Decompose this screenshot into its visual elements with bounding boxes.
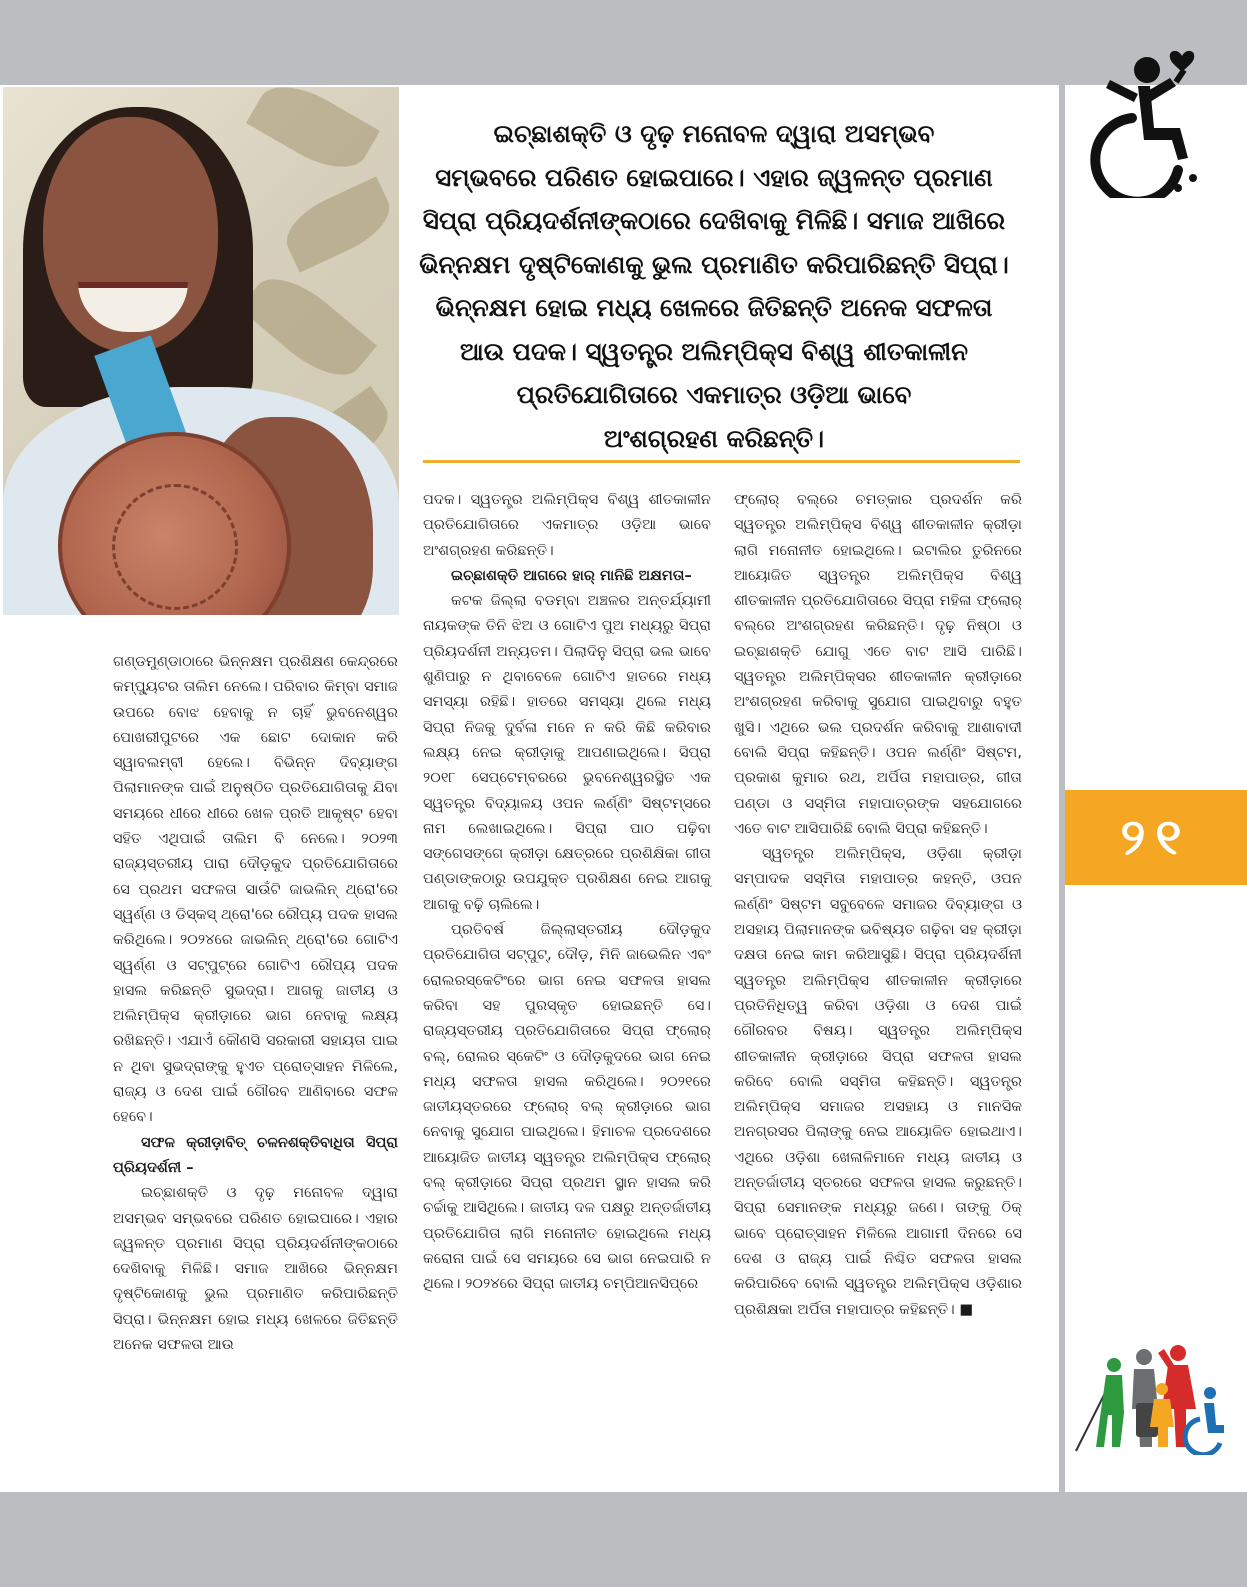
lede-line: ଅଂଶଗ୍ରହଣ କରିଛନ୍ତି। bbox=[603, 423, 825, 453]
paragraph: ପ୍ରତିବର୍ଷ ଜିଲ୍ଲାସ୍ତରୀୟ ଦୌଡ଼କୁଦ ପ୍ରତିଯୋଗିତା ସଟ୍‌ପୁଟ୍, ଦୌଡ଼, ମିନି ଜାଭେଲିନ ଏବଂ ରୋଲରସ୍କେଟିଂରେ ଭାଗ ନେଇ ସଫଳତା ହାସଲ କରିବା ସହ ପୁରସ୍କୃତ ହୋଇଛନ୍ତି ସେ। ରାଜ୍ୟସ୍ତରୀୟ ପ୍ରତିଯୋଗିତାରେ ସିପ୍ରା ଫ୍ଲୋର୍ ବଲ୍, ରୋଲର ସ୍କେଟିଂ ଓ ଦୌଡ଼କୁଦରେ ଭାଗ ନେଇ ମଧ୍ୟ ସଫଳତା ହାସଲ କରିଥିଲେ। ୨୦୨୧ରେ ଜାତୀୟସ୍ତରରେ ଫ୍ଲୋର୍ ବଲ୍ କ୍ରୀଡ଼ାରେ ଭାଗ ନେବାକୁ ସୁଯୋଗ ପାଇଥିଲେ। ହିମାଚଳ ପ୍ରଦେଶରେ ଆୟୋଜିତ ଜାତୀୟ ସ୍ୱତନ୍ତ୍ର ଅଲିମ୍ପିକ୍ସ ଫ୍ଲୋର୍ ବଲ୍ କ୍ରୀଡ଼ାରେ ସିପ୍ରା ପ୍ରଥମ ସ୍ଥାନ ହାସଲ କରି ଚର୍ଚ୍ଚାକୁ ଆସିଥିଲେ। ଜାତୀୟ ଦଳ ପକ୍ଷରୁ ଅନ୍ତର୍ଜାତୀୟ ପ୍ରତିଯୋଗିତା ଲାଗି ମନୋନୀତ ହୋଇଥିଲେ ମଧ୍ୟ କରୋନା ପାଇଁ ସେ ସମୟରେ ସେ ଭାଗ ନେଇପାରି ନ ଥିଲେ। ୨୦୨୪ରେ ସିପ୍ରା ଜାତୀୟ ଚମ୍ପିଆନସିପ୍‌ରେ bbox=[423, 921, 711, 1293]
page-number: ୨୧ bbox=[1120, 808, 1192, 866]
diverse-people-icon bbox=[1074, 1343, 1226, 1455]
article-column-3 bbox=[734, 487, 1022, 1322]
wheelchair-heart-icon bbox=[1080, 48, 1206, 198]
article-column-1 bbox=[113, 649, 398, 1357]
lede-text bbox=[418, 112, 1010, 460]
lede-divider bbox=[423, 460, 1020, 463]
lede-line: ଆଉ ପଦକ। ସ୍ୱତନ୍ତ୍ର ଅଲିମ୍ପିକ୍ସ ବିଶ୍ୱ ଶୀତକାଳୀନ bbox=[460, 336, 968, 366]
paragraph: ପଦକ। ସ୍ୱତନ୍ତ୍ର ଅଲିମ୍ପିକ୍ସ ବିଶ୍ୱ ଶୀତକାଳୀନ ପ୍ରତିଯୋଗିତାରେ ଏକମାତ୍ର ଓଡ଼ିଆ ଭାବେ ଅଂଶଗ୍ରହଣ କରିଛନ୍ତି। bbox=[423, 491, 711, 559]
subheading: ସଫଳ କ୍ରୀଡ଼ାବିତ୍ ଚଳନଶକ୍ତିବାଧିତା ସିପ୍ରା ପ୍ରିୟଦର୍ଶନୀ – bbox=[113, 1133, 398, 1176]
bottom-band bbox=[0, 1492, 1247, 1587]
article-column-2 bbox=[423, 487, 711, 1297]
lede-line: ଭିନ୍ନକ୍ଷମ ହୋଇ ମଧ୍ୟ ଖେଳରେ ଜିତିଛନ୍ତି ଅନେକ ସଫଳତା bbox=[435, 293, 993, 322]
paragraph: ଗଣ୍ଡମୁଣ୍ଡାଠାରେ ଭିନ୍ନକ୍ଷମ ପ୍ରଶିକ୍ଷଣ କେନ୍ଦ୍ରରେ କମ୍ପ୍ୟୁଟର ତାଲିମ ନେଲେ। ପରିବାର କିମ୍ବା ସମାଜ ଉପରେ ବୋଝ ହେବାକୁ ନ ଚାହିଁ ଭୁବନେଶ୍ୱର ପୋଖରୀପୁଟରେ ଏକ ଛୋଟ ଦୋକାନ କରି ସ୍ୱାବଲମ୍ବୀ ହେଲେ। ବିଭିନ୍ନ ଦିବ୍ୟାଙ୍ଗ ପିଲାମାନଙ୍କ ପାଇଁ ଅନୁଷ୍ଠିତ ପ୍ରତିଯୋଗିତାକୁ ଯିବା ସମୟରେ ଧୀରେ ଧୀରେ ଖେଳ ପ୍ରତି ଆକୃଷ୍ଟ ହେବା ସହିତ ଏଥିପାଇଁ ତାଲିମ ବି ନେଲେ। ୨୦୨୩ ରାଜ୍ୟସ୍ତରୀୟ ପାରା ଦୌଡ଼କୁଦ ପ୍ରତିଯୋଗିତାରେ ସେ ପ୍ରଥମ ସଫଳତା ସାଉଁଟି ଜାଭଲିନ୍ ଥ୍ରୋ'ରେ ସ୍ୱର୍ଣ୍ଣ ଓ ଡିସ୍କସ୍ ଥ୍ରୋ'ରେ ରୌପ୍ୟ ପଦକ ହାସଲ କରିଥିଲେ। ୨୦୨୪ରେ ଜାଭଲିନ୍ ଥ୍ରୋ'ରେ ଗୋଟିଏ ସ୍ୱର୍ଣ୍ଣ ଓ ସଟ୍‌ପୁଟ୍‌ରେ ଗୋଟିଏ ରୌପ୍ୟ ପଦକ ହାସଲ କରିଛନ୍ତି ସୁଭଦ୍ରା। ଆଗକୁ ଜାତୀୟ ଓ ଅଲିମ୍ପିକ୍ସ କ୍ରୀଡ଼ାରେ ଭାଗ ନେବାକୁ ଲକ୍ଷ୍ୟ ରଖିଛନ୍ତି। ଏଯାଏଁ କୌଣସି ସରକାରୀ ସହାୟତା ପାଇ ନ ଥିବା ସୁଭଦ୍ରାଙ୍କୁ ହୁଏତ ପ୍ରୋତ୍ସାହନ ମିଳିଲେ, ରାଜ୍ୟ ଓ ଦେଶ ପାଇଁ ଗୌରବ ଆଣିବାରେ ସଫଳ ହେବେ। bbox=[113, 653, 398, 1126]
paragraph: ଫ୍ଲୋର୍ ବଲ୍‌ରେ ଚମତ୍କାର ପ୍ରଦର୍ଶନ କରି ସ୍ୱତନ୍ତ୍ର ଅଲିମ୍ପିକ୍ସ ବିଶ୍ୱ ଶୀତକାଳୀନ କ୍ରୀଡ଼ା ଲାଗି ମନୋନୀତ ହୋଇଥିଲେ। ଇଟାଲିର ତୁରିନରେ ଆୟୋଜିତ ସ୍ୱତନ୍ତ୍ର ଅଲିମ୍ପିକ୍ସ ବିଶ୍ୱ ଶୀତକାଳୀନ ପ୍ରତିଯୋଗିତାରେ ସିପ୍ରା ମହିଳା ଫ୍ଲୋର୍ ବଲ୍‌ରେ ଅଂଶଗ୍ରହଣ କରିଛନ୍ତି। ଦୃଢ଼ ନିଷ୍ଠା ଓ ଇଚ୍ଛାଶକ୍ତି ଯୋଗୁ ଏତେ ବାଟ ଆସି ପାରିଛି। ସ୍ୱତନ୍ତ୍ର ଅଲିମ୍ପିକ୍ସର ଶୀତକାଳୀନ କ୍ରୀଡ଼ାରେ ଅଂଶଗ୍ରହଣ କରିବାକୁ ସୁଯୋଗ ପାଇଥିବାରୁ ବହୁତ ଖୁସି। ଏଥିରେ ଭଲ ପ୍ରଦର୍ଶନ କରିବାକୁ ଆଶାବାଦୀ ବୋଲି ସିପ୍ରା କହିଛନ୍ତି। ଓପନ ଲର୍ଣ୍ଣିଂ ସିଷ୍ଟମ, ପ୍ରକାଶ କୁମାର ରଥ, ଅର୍ପିତା ମହାପାତ୍ର, ଗୀତା ପଣ୍ଡା ଓ ସସ୍ମିତା ମହାପାତ୍ରଙ୍କ ସହଯୋଗରେ ଏତେ ବାଟ ଆସିପାରିଛି ବୋଲି ସିପ୍ରା କହିଛନ୍ତି। bbox=[734, 491, 1022, 837]
lede-line: ପ୍ରତିଯୋଗିତାରେ ଏକମାତ୍ର ଓଡ଼ିଆ ଭାବେ bbox=[516, 380, 912, 409]
paragraph: କଟକ ଜିଲ୍ଲା ବଡମ୍ବା ଅଞ୍ଚଳର ଅନ୍ତର୍ଯ୍ୟାମୀ ନାୟକଙ୍କ ତିନି ଝିଅ ଓ ଗୋଟିଏ ପୁଅ ମଧ୍ୟରୁ ସିପ୍ରା ପ୍ରିୟଦର୍ଶନୀ ଅନ୍ୟତମ। ପିଲାଦିନୁ ସିପ୍ରା ଭଲ ଭାବେ ଶୁଣିପାରୁ ନ ଥିବାବେଳେ ଗୋଟିଏ ହାତରେ ମଧ୍ୟ ସମସ୍ୟା ରହିଛି। ହାତରେ ସମସ୍ୟା ଥିଲେ ମଧ୍ୟ ସିପ୍ରା ନିଜକୁ ଦୁର୍ବଳା ମନେ ନ କରି କିଛି କରିବାର ଲକ୍ଷ୍ୟ ନେଇ କ୍ରୀଡ଼ାକୁ ଆପଣାଇଥିଲେ। ସିପ୍ରା ୨୦୧୮ ସେପ୍ଟେମ୍ବରରେ ଭୁବନେଶ୍ୱରସ୍ଥିତ ଏକ ସ୍ୱତନ୍ତ୍ର ବିଦ୍ୟାଳୟ ଓପନ ଲର୍ଣ୍ଣିଂ ସିଷ୍ଟମ୍‌ସରେ ନାମ ଲେଖାଇଥିଲେ। ସିପ୍ରା ପାଠ ପଢ଼ିବା ସଙ୍ଗେସଙ୍ଗେ କ୍ରୀଡ଼ା କ୍ଷେତ୍ରରେ ପ୍ରଶିକ୍ଷିକା ଗୀତା ପଣ୍ଡାଙ୍କଠାରୁ ଉପଯୁକ୍ତ ପ୍ରଶିକ୍ଷଣ ନେଇ ଆଗକୁ ଆଗକୁ ବଢ଼ି ଚାଲିଲେ। bbox=[423, 592, 711, 913]
page-number-box bbox=[1065, 790, 1247, 885]
subheading: ଇଚ୍ଛାଶକ୍ତି ଆଗରେ ହାର୍ ମାନିଛି ଅକ୍ଷମତା– bbox=[451, 566, 692, 584]
lede-line: ସିପ୍ରା ପ୍ରିୟଦର୍ଶନୀଙ୍କଠାରେ ଦେଖିବାକୁ ମିଳିଛି। ସମାଜ ଆଖିରେ bbox=[422, 206, 1006, 235]
top-band bbox=[0, 0, 1247, 85]
paragraph: ସ୍ୱତନ୍ତ୍ର ଅଲିମ୍ପିକ୍ସ, ଓଡ଼ିଶା କ୍ରୀଡ଼ା ସମ୍ପାଦକ ସସ୍ମିତା ମହାପାତ୍ର କହନ୍ତି, ଓପନ ଲର୍ଣ୍ଣିଂ ସିଷ୍ଟମ ସବୁବେଳେ ସମାଜର ଦିବ୍ୟାଙ୍ଗ ଓ ଅସହାୟ ପିଲାମାନଙ୍କ ଭବିଷ୍ୟତ ଗଢ଼ିବା ସହ କ୍ରୀଡ଼ା ଦକ୍ଷତା ନେଇ କାମ କରିଆସୁଛି। ସିପ୍ରା ପ୍ରିୟଦର୍ଶିନୀ ସ୍ୱତନ୍ତ୍ର ଅଲିମ୍ପିକ୍ସ ଶୀତକାଳୀନ କ୍ରୀଡ଼ାରେ ପ୍ରତିନିଧିତ୍ୱ କରିବା ଓଡ଼ିଶା ଓ ଦେଶ ପାଇଁ ଗୌରବର ବିଷୟ। ସ୍ୱତନ୍ତ୍ର ଅଲିମ୍ପିକ୍ସ ଶୀତକାଳୀନ କ୍ରୀଡ଼ାରେ ସିପ୍ରା ସଫଳତା ହାସଲ କରିବେ ବୋଲି ସସ୍ମିତା କହିଛନ୍ତି। ସ୍ୱତନ୍ତ୍ର ଅଲିମ୍ପିକ୍ସ ସମାଜର ଅସହାୟ ଓ ମାନସିକ ଅନଗ୍ରସର ପିଲାଙ୍କୁ ନେଇ ଆୟୋଜିତ ହୋଇଥାଏ। ଏଥିରେ ଓଡ଼ିଶା ଖେଳାଳିମାନେ ମଧ୍ୟ ଜାତୀୟ ଓ ଅନ୍ତର୍ଜାତୀୟ ସ୍ତରରେ ସଫଳତା ହାସଲ କରୁଛନ୍ତି। ସିପ୍ରା ସେମାନଙ୍କ ମଧ୍ୟରୁ ଜଣେ। ତାଙ୍କୁ ଠିକ୍ ଭାବେ ପ୍ରୋତ୍ସାହନ ମିଳିଲେ ଆଗାମୀ ଦିନରେ ସେ ଦେଶ ଓ ରାଜ୍ୟ ପାଇଁ ନିଶ୍ଚିତ ସଫଳତା ହାସଲ କରିପାରିବେ ବୋଲି ସ୍ୱତନ୍ତ୍ର ଅଲିମ୍ପିକ୍ସ ଓଡ଼ିଶାର ପ୍ରଶିକ୍ଷକା ଅର୍ପିତା ମହାପାତ୍ର କହିଛନ୍ତି। ■ bbox=[734, 845, 1022, 1318]
lede-line: ଇଚ୍ଛାଶକ୍ତି ଓ ଦୃଢ଼ ମନୋବଳ ଦ୍ୱାରା ଅସମ୍ଭବ bbox=[493, 119, 935, 148]
medal-photo bbox=[3, 87, 399, 615]
lede-line: ଭିନ୍ନକ୍ଷମ ଦୃଷ୍ଟିକୋଣକୁ ଭୁଲ ପ୍ରମାଣିତ କରିପାରିଛନ୍ତି ସିପ୍ରା। bbox=[419, 249, 1009, 279]
lede-line: ସମ୍ଭବରେ ପରିଣତ ହୋଇପାରେ। ଏହାର ଜ୍ୱଳନ୍ତ ପ୍ରମାଣ bbox=[435, 162, 993, 192]
paragraph: ଇଚ୍ଛାଶକ୍ତି ଓ ଦୃଢ଼ ମନୋବଳ ଦ୍ୱାରା ଅସମ୍ଭବ ସମ୍ଭବରେ ପରିଣତ ହୋଇପାରେ। ଏହାର ଜ୍ୱଳନ୍ତ ପ୍ରମାଣ ସିପ୍ରା ପ୍ରିୟଦର୍ଶନୀଙ୍କଠାରେ ଦେଖିବାକୁ ମିଳିଛି। ସମାଜ ଆଖିରେ ଭିନ୍ନକ୍ଷମ ଦୃଷ୍ଟିକୋଣକୁ ଭୁଲ ପ୍ରମାଣିତ କରିପାରିଛନ୍ତି ସିପ୍ରା। ଭିନ୍ନକ୍ଷମ ହୋଇ ମଧ୍ୟ ଖେଳରେ ଜିତିଛନ୍ତି ଅନେକ ସଫଳତା ଆଉ bbox=[113, 1184, 398, 1354]
margin-rule bbox=[1059, 85, 1065, 1492]
